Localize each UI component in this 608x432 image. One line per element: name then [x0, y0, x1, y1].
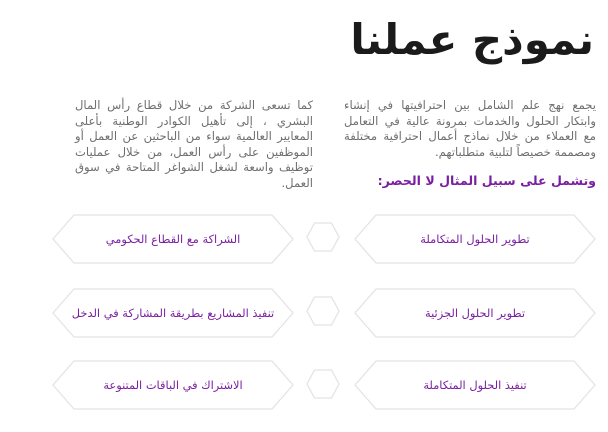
- model-card-revenue-sharing: [52, 288, 294, 338]
- model-card-label: تطوير الحلول الجزئية: [425, 306, 526, 320]
- model-card-government-partnership: [52, 214, 294, 264]
- model-card-package-subscription: [52, 360, 294, 410]
- small-hexagon-icon: [306, 222, 340, 252]
- page-title: نموذج عملنا: [350, 15, 594, 64]
- small-hexagon-icon: [306, 296, 340, 326]
- model-card-integrated-implementation: [354, 360, 596, 410]
- intro-paragraph-left: كما تسعى الشركة من خلال قطاع رأس المال البشري ، إلى تأهيل الكوادر الوطنية بأعلى المعايير العالمية سواء من الباحثين عن العمل أو الموظفين على رأس العمل، من خلال عمليات توظيف واسعة لشغل الشواغر المتاحة في سوق العمل.: [75, 98, 313, 190]
- intro-paragraph-right: يجمع نهج علم الشامل بين احترافيتها في إنشاء وابتكار الحلول والخدمات بمرونة عالية في التعامل مع العملاء من خلال نماذج أعمال احترافية مختلفة ومصممة خصيصاً لتلبية متطلباتهم.: [344, 98, 596, 159]
- model-card-label: تنفيذ الحلول المتكاملة: [423, 378, 527, 392]
- model-card-label: تنفيذ المشاريع بطريقة المشاركة في الدخل: [71, 306, 275, 320]
- model-card-integrated-development: [354, 214, 596, 264]
- model-card-partial-development: [354, 288, 596, 338]
- small-hexagon-icon: [306, 369, 340, 399]
- model-card-label: الاشتراك في الباقات المتنوعة: [103, 378, 243, 392]
- model-card-label: تطوير الحلول المتكاملة: [420, 232, 530, 246]
- model-card-label: الشراكة مع القطاع الحكومي: [105, 232, 241, 246]
- models-list-heading: وتشمل على سبيل المثال لا الحصر:: [377, 173, 596, 188]
